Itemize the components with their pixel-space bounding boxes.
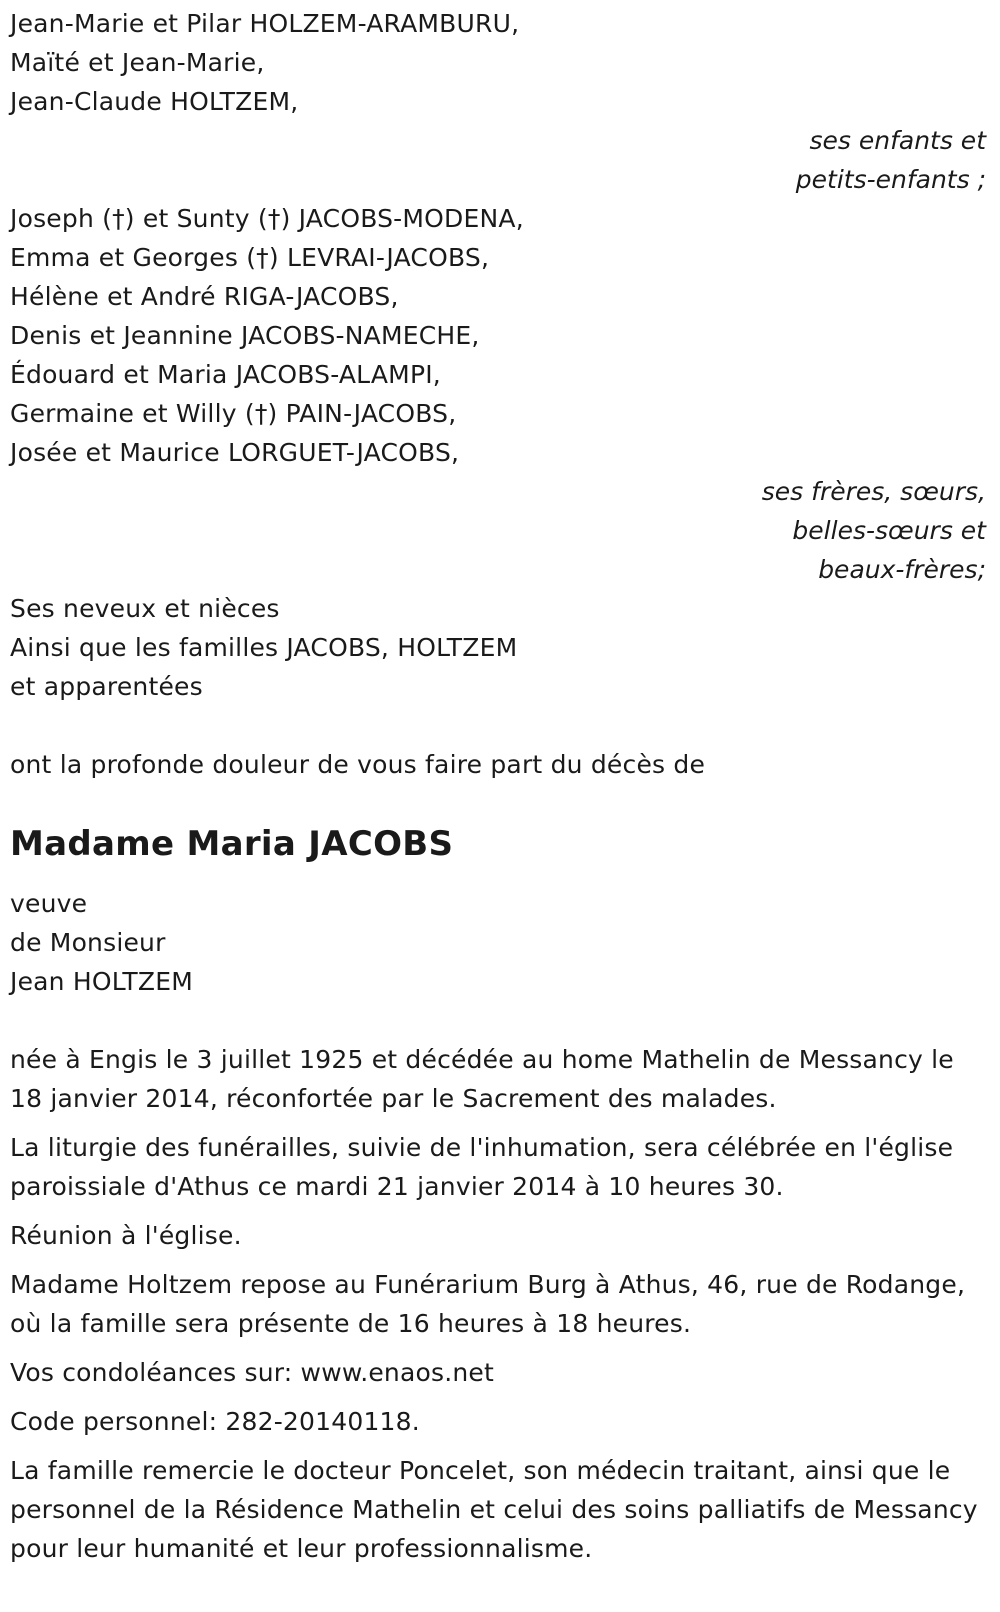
personal-code-paragraph: Code personnel: 282-20140118. — [10, 1407, 420, 1436]
family-line: Denis et Jeannine JACOBS-NAMECHE, — [10, 321, 480, 350]
family-line: Joseph (†) et Sunty (†) JACOBS-MODENA, — [10, 204, 524, 233]
thanks-paragraph: La famille remercie le docteur Poncelet, son médecin traitant, ainsi que le personnel de la Résidence Mathelin et celui des soins palliatifs de Messancy pour leur humanité et leur professionnalisme. — [10, 1456, 978, 1563]
spacer — [10, 1001, 990, 1040]
widow-line: Jean HOLTZEM — [10, 967, 193, 996]
family-line: Ses neveux et nièces — [10, 594, 280, 623]
spacer — [10, 784, 990, 812]
family-line: Jean-Marie et Pilar HOLZEM-ARAMBURU, — [10, 9, 520, 38]
relation-note: petits-enfants ; — [795, 165, 986, 194]
details-block — [10, 1040, 990, 1568]
widow-line: veuve — [10, 889, 88, 918]
deceased-name: Madame Maria JACOBS — [10, 824, 454, 864]
widow-block — [10, 884, 990, 1001]
siblings-block — [10, 199, 990, 589]
relation-note: ses enfants et — [809, 126, 986, 155]
family-line: Édouard et Maria JACOBS-ALAMPI, — [10, 360, 441, 389]
family-line: Hélène et André RIGA-JACOBS, — [10, 282, 399, 311]
children-block — [10, 4, 990, 199]
widow-line: de Monsieur — [10, 928, 166, 957]
relation-note: ses frères, sœurs, — [761, 477, 986, 506]
family-line: Germaine et Willy (†) PAIN-JACOBS, — [10, 399, 457, 428]
relation-note: belles-sœurs et — [792, 516, 986, 545]
funeral-paragraph: La liturgie des funérailles, suivie de l'inhumation, sera célébrée en l'église paroissiale d'Athus ce mardi 21 janvier 2014 à 10 heures 30. — [10, 1133, 954, 1201]
family-line: Emma et Georges (†) LEVRAI-JACOBS, — [10, 243, 490, 272]
birth-death-paragraph: née à Engis le 3 juillet 1925 et décédée au home Mathelin de Messancy le 18 janvier 2014, réconfortée par le Sacrement des malades. — [10, 1045, 954, 1113]
family-line: Jean-Claude HOLTZEM, — [10, 87, 299, 116]
others-block — [10, 589, 990, 706]
spacer — [10, 706, 990, 745]
family-line: et apparentées — [10, 672, 203, 701]
family-line: Josée et Maurice LORGUET-JACOBS, — [10, 438, 460, 467]
family-line: Ainsi que les familles JACOBS, HOLTZEM — [10, 633, 518, 662]
relation-note: beaux-frères; — [818, 555, 986, 584]
funerarium-paragraph: Madame Holtzem repose au Funérarium Burg à Athus, 46, rue de Rodange, où la famille sera présente de 16 heures à 18 heures. — [10, 1270, 966, 1338]
meeting-paragraph: Réunion à l'église. — [10, 1221, 242, 1250]
family-line: Maïté et Jean-Marie, — [10, 48, 265, 77]
condolences-paragraph: Vos condoléances sur: www.enaos.net — [10, 1358, 494, 1387]
announcement-text: ont la profonde douleur de vous faire part du décès de — [10, 750, 706, 779]
